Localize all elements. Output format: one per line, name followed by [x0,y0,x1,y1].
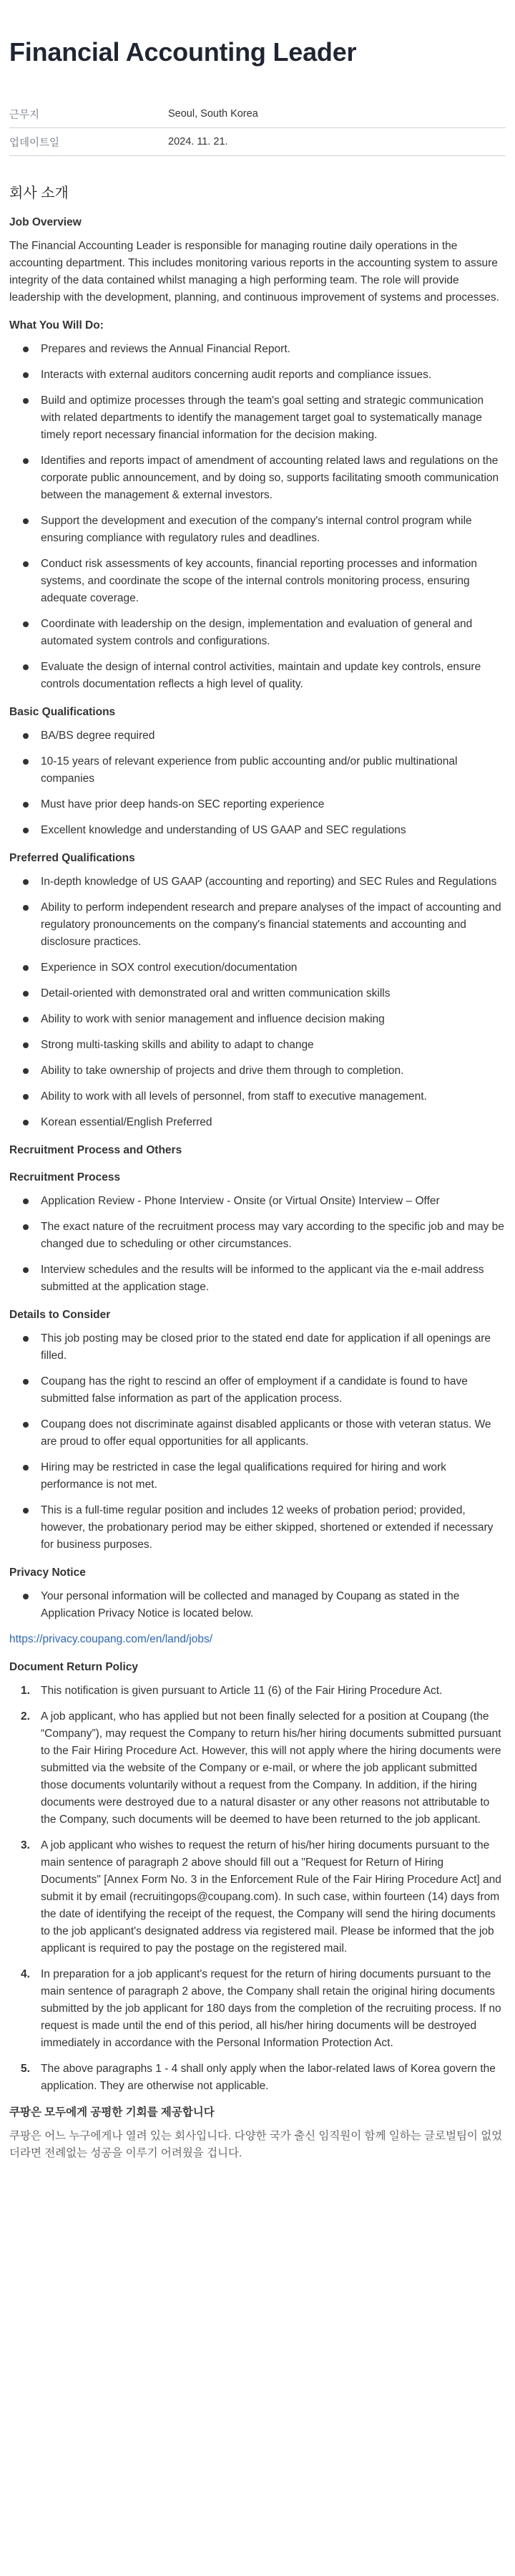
list-item: Experience in SOX control execution/documentation [9,959,506,977]
document-return-list [9,1682,506,2095]
item-number: 1. [21,1685,30,1697]
item-number: 3. [21,1839,30,1851]
document-return-heading: Document Return Policy [9,1661,138,1673]
page-title: Financial Accounting Leader [9,37,357,67]
section-heading-company: 회사 소개 [9,185,69,201]
list-item: Identifies and reports impact of amendment of accounting related laws and regulations on the corporate public announcement, and by doing so, supports facilitating smooth communication between the management & external investors. [9,452,506,504]
list-item: Korean essential/English Preferred [9,1114,506,1131]
meta-label: 근무지 [9,109,40,121]
list-item: Ability to work with senior management and influence decision making [9,1011,506,1028]
recruitment-process-list [9,1193,506,1296]
list-item: Your personal information will be collected and managed by Coupang as stated in the Application Privacy Notice is located below. [9,1588,506,1622]
list-item: Ability to work with all levels of personnel, from staff to executive management. [9,1088,506,1105]
list-item: Coordinate with leadership on the design, implementation and evaluation of general and automated system controls and configurations. [9,616,506,650]
list-item: BA/BS degree required [9,727,506,745]
meta-row-updated [9,128,506,156]
job-overview-heading: Job Overview [9,216,82,228]
list-item: Support the development and execution of the company's internal control program while ensuring compliance with regulatory rules and deadlines. [9,513,506,547]
meta-value: 2024. 11. 21. [168,136,228,147]
list-item: Interview schedules and the results will be informed to the applicant via the e-mail address submitted at the application stage. [9,1262,506,1296]
meta-table [9,100,506,156]
list-item: This job posting may be closed prior to the stated end date for application if all openings are filled. [9,1330,506,1365]
item-number: 2. [21,1710,30,1723]
list-item: Excellent knowledge and understanding of US GAAP and SEC regulations [9,822,506,839]
item-text: In preparation for a job applicant's request for the return of hiring documents pursuant to the main sentence of paragraph 2 above, the Company shall retain the original hiring documents submitted by the job applicant for 180 days from the completion of the recruiting process. If no request is made until the end of this period, all his/her hiring documents will be destroyed immediately in accordance with the Personal Information Protection Act. [41,1968,501,2049]
list-item: Ability to take ownership of projects and drive them through to completion. [9,1062,506,1080]
preferred-qualifications-list [9,873,506,1131]
privacy-heading: Privacy Notice [9,1567,86,1579]
list-item: This is a full-time regular position and includes 12 weeks of probation period; provided, however, the probationary period may be either skipped, shortened or extended if necessary for business purposes. [9,1502,506,1554]
meta-row-location [9,100,506,128]
recruitment-process-heading: Recruitment Process [9,1171,121,1183]
job-overview-text: The Financial Accounting Leader is responsible for managing routine daily operations in the accounting department. This includes monitoring various reports in the accounting system to assure integrity of the data contained whilst managing a high performing team. The role will provide leadership with the development, planning, and continuous improvement of systems and processes. [9,240,499,304]
closing-text: 쿠팡은 어느 누구에게나 열려 있는 회사입니다. 다양한 국가 출신 임직원이 함께 일하는 글로벌팀이 없었더라면 전례없는 성공을 이루기 어려웠을 겁니다. [9,2130,503,2159]
list-item: Hiring may be restricted in case the legal qualifications required for hiring and work performance is not met. [9,1459,506,1493]
closing-heading: 쿠팡은 모두에게 공평한 기회를 제공합니다 [9,2106,215,2119]
item-text: A job applicant, who has applied but not been finally selected for a position at Coupang (the “Company”), may request the Company to return his/her hiring documents submitted pursuant to the Fair Hiring Procedure Act. However, this will not apply where the hiring documents were submitted via the website of the Company or e-mail, or where the job applicant submitted those documents voluntarily without a request from the Company. In addition, if the hiring documents were destroyed due to a natural disaster or any other reasons not attributable to the Company, such documents will be deemed to have been returned to the job applicant. [41,1710,501,1826]
item-text: A job applicant who wishes to request the return of his/her hiring documents pursuant to the main sentence of paragraph 2 above should fill out a "Request for Return of Hiring Documents" [Annex Form No. 3 in the Enforcement Rule of the Fair Hiring Procedure Act] and submit it by email (recruitingops@coupang.com). In such case, within fourteen (14) days from the date of identifying the receipt of the request, the Company will send the hiring documents to the job applicant's designated address via registered mail. Please be informed that the job applicant is required to pay the postage on the registered mail. [41,1839,501,1955]
recruitment-others-heading: Recruitment Process and Others [9,1144,182,1156]
privacy-link[interactable]: https://privacy.coupang.com/en/land/jobs/ [9,1633,213,1645]
list-item: Strong multi-tasking skills and ability to adapt to change [9,1037,506,1054]
list-item: Application Review - Phone Interview - Onsite (or Virtual Onsite) Interview – Offer [9,1193,506,1210]
list-item: Detail-oriented with demonstrated oral and written communication skills [9,985,506,1002]
numbered-item [9,1837,506,1957]
numbered-item [9,2061,506,2095]
meta-label: 업데이트일 [9,137,60,149]
item-text: The above paragraphs 1 - 4 shall only apply when the labor-related laws of Korea govern the application. They are otherwise not applicable. [41,2063,496,2092]
numbered-item [9,1682,506,1700]
list-item: The exact nature of the recruitment process may vary according to the specific job and may be changed due to scheduling or other circumstances. [9,1219,506,1253]
basic-qualifications-heading: Basic Qualifications [9,706,116,718]
list-item: Build and optimize processes through the team's goal setting and strategic communication with related departments to identify the management target goal to systematically manage timely report necessary financial information for the decision making. [9,392,506,444]
preferred-qualifications-heading: Preferred Qualifications [9,852,135,864]
list-item: Prepares and reviews the Annual Financial Report. [9,341,506,358]
list-item: Evaluate the design of internal control activities, maintain and update key controls, ensure controls documentation reflects a high level of quality. [9,659,506,693]
list-item: Conduct risk assessments of key accounts, financial reporting processes and information systems, and coordinate the scope of the internal controls monitoring process, ensuring adequate coverage. [9,556,506,607]
details-list [9,1330,506,1554]
meta-value: Seoul, South Korea [168,108,258,120]
numbered-item [9,1966,506,2052]
list-item: Coupang has the right to rescind an offer of employment if a candidate is found to have submitted false information as part of the application process. [9,1373,506,1408]
list-item: Ability to perform independent research and prepare analyses of the impact of accounting and regulatory pronouncements on the company's financial statements and accounting and disclosure practices. [9,899,506,951]
item-text: This notification is given pursuant to Article 11 (6) of the Fair Hiring Procedure Act. [41,1685,443,1697]
what-you-will-do-heading: What You Will Do: [9,319,104,331]
item-number: 5. [21,2063,30,2075]
privacy-list [9,1588,506,1622]
list-item: In-depth knowledge of US GAAP (accounting and reporting) and SEC Rules and Regulations [9,873,506,891]
numbered-item [9,1708,506,1829]
item-number: 4. [21,1968,30,1980]
list-item: Interacts with external auditors concerning audit reports and compliance issues. [9,367,506,384]
details-heading: Details to Consider [9,1309,111,1321]
list-item: 10-15 years of relevant experience from public accounting and/or public multinational companies [9,753,506,788]
list-item: Coupang does not discriminate against disabled applicants or those with veteran status. We are proud to offer equal opportunities for all applicants. [9,1416,506,1451]
basic-qualifications-list [9,727,506,839]
list-item: Must have prior deep hands-on SEC reporting experience [9,796,506,813]
what-you-will-do-list [9,341,506,693]
